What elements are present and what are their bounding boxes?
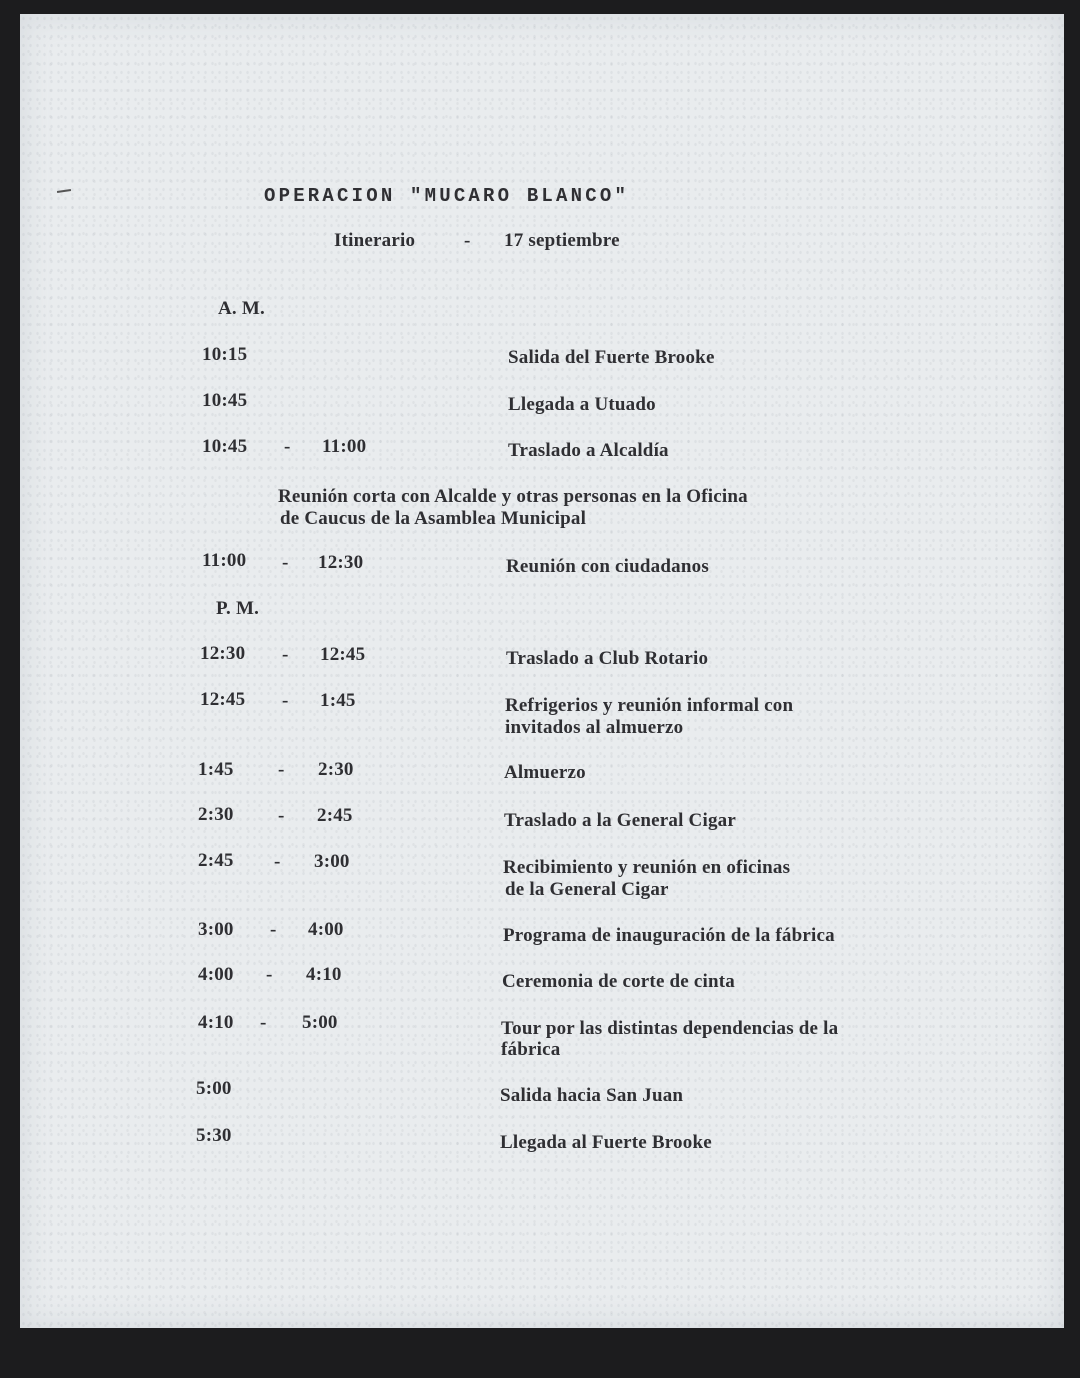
activity-continued: fábrica [501,1039,561,1060]
start-time: 10:45 [202,436,248,457]
activity: Traslado a Club Rotario [506,648,709,669]
document-title: OPERACION "MUCARO BLANCO" [264,185,630,207]
end-time: 12:30 [318,552,364,573]
start-time: 10:15 [202,344,248,365]
end-time: 4:10 [306,964,342,985]
start-time: 4:10 [198,1012,234,1033]
time-dash: - [282,552,289,573]
start-time: 2:30 [198,804,234,825]
activity: Ceremonia de corte de cinta [502,971,735,992]
activity: Llegada al Fuerte Brooke [500,1132,712,1153]
start-time: 11:00 [202,550,247,571]
time-dash: - [278,759,285,780]
end-time: 3:00 [314,851,350,872]
time-dash: - [260,1012,267,1033]
time-dash: - [274,851,281,872]
activity: Salida del Fuerte Brooke [508,347,715,368]
start-time: 2:45 [198,850,234,871]
end-time: 12:45 [320,644,366,665]
activity: Llegada a Utuado [508,394,656,415]
activity: Recibimiento y reunión en oficinas [503,857,791,878]
meeting-note-line-1: Reunión corta con Alcalde y otras personas en la Oficina [278,486,748,507]
itinerary-dash: - [464,230,471,251]
time-dash: - [282,690,289,711]
activity-continued: de la General Cigar [505,879,669,900]
activity: Salida hacia San Juan [500,1085,684,1106]
start-time: 1:45 [198,759,234,780]
time-dash: - [278,805,285,826]
activity: Almuerzo [504,762,586,783]
start-time: 12:45 [200,689,246,710]
itinerary-date: 17 septiembre [504,230,620,251]
start-time: 10:45 [202,390,248,411]
end-time: 2:45 [317,805,353,826]
time-dash: - [282,644,289,665]
activity: Refrigerios y reunión informal con [505,695,794,716]
time-dash: - [270,919,277,940]
start-time: 5:30 [196,1125,232,1146]
end-time: 5:00 [302,1012,338,1033]
activity: Traslado a Alcaldía [508,440,669,461]
activity-continued: invitados al almuerzo [505,717,684,738]
start-time: 12:30 [200,643,246,664]
document-page [20,14,1064,1328]
activity: Reunión con ciudadanos [506,556,709,577]
am-section-label: A. M. [218,298,265,319]
pm-section-label: P. M. [216,598,260,619]
time-dash: - [284,436,291,457]
end-time: 2:30 [318,759,354,780]
itinerary-label: Itinerario [334,230,416,251]
activity: Traslado a la General Cigar [504,810,736,831]
start-time: 3:00 [198,919,234,940]
activity: Programa de inauguración de la fábrica [503,925,835,946]
start-time: 4:00 [198,964,234,985]
time-dash: - [266,964,273,985]
start-time: 5:00 [196,1078,232,1099]
end-time: 4:00 [308,919,344,940]
stray-mark [57,189,71,193]
end-time: 11:00 [322,436,367,457]
meeting-note-line-2: de Caucus de la Asamblea Municipal [280,508,587,529]
end-time: 1:45 [320,690,356,711]
activity: Tour por las distintas dependencias de la [501,1018,839,1039]
